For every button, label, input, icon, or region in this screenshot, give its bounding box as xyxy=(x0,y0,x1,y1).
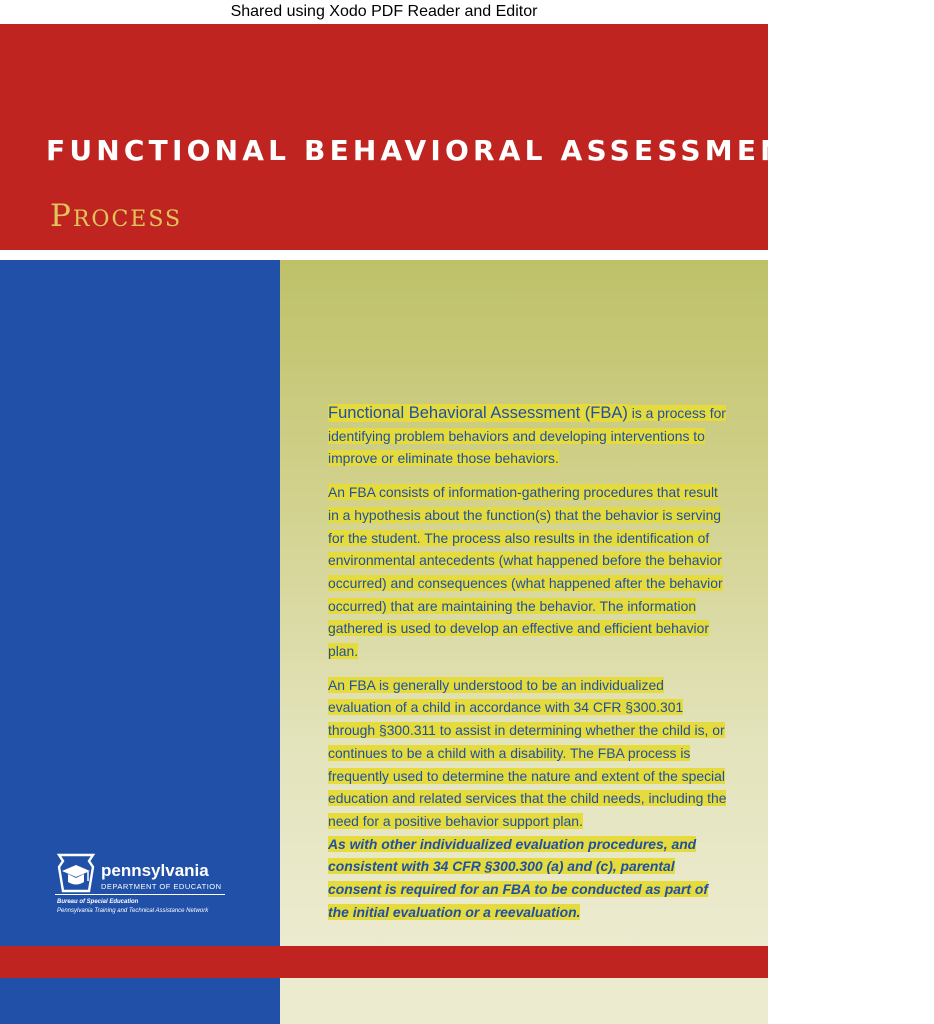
logo-bureau: Bureau of Special Education xyxy=(57,899,139,905)
bottom-blue-block xyxy=(0,978,280,1024)
keystone-mortarboard-icon xyxy=(55,853,97,893)
logo-network: Pennsylvania Training and Technical Assistance Network xyxy=(57,908,209,914)
evaluation-text: An FBA is generally understood to be an individualized evaluation of a child in accordance with 34 CFR §300.301 through §300.311 to assist in determining whether the child is, or continues to be a child with a disability. The FBA process is frequently used to determine the nature and extent of the special education and related services that the child needs, including the need for a positive behavior support plan. xyxy=(328,676,727,829)
pa-education-logo xyxy=(55,853,255,923)
document-subtitle: Process xyxy=(50,198,183,234)
consists-text: An FBA consists of information-gathering procedures that result in a hypothesis about the function(s) that the behavior is serving for the student. The process also results in the identification of environmental antecedents (what happened before the behavior occurred) and consequences (what happened after the behavior occurred) that are maintaining the behavior. The information gathered is used to develop an effective and efficient behavior plan. xyxy=(328,484,723,660)
document-title: FUNCTIONAL BEHAVIORAL ASSESSMENT (FBA) xyxy=(46,134,934,167)
bottom-cream-block xyxy=(280,978,768,1024)
consent-text: As with other individualized evaluation procedures, and consistent with 34 CFR §300.300 (a) and (c), parental consent is required for an FBA to be conducted as part of the initial evaluation or a reevaluation. xyxy=(328,835,708,920)
paragraph-intro xyxy=(328,402,728,470)
divider xyxy=(0,250,768,260)
logo-divider xyxy=(55,894,225,895)
paragraph-evaluation xyxy=(328,674,728,924)
intro-lead: Functional Behavioral Assessment (FBA) xyxy=(328,404,628,422)
body-text xyxy=(328,402,728,934)
paragraph-consists xyxy=(328,481,728,663)
logo-name: pennsylvania xyxy=(101,861,209,880)
title-banner xyxy=(0,24,934,250)
shared-note: Shared using Xodo PDF Reader and Editor xyxy=(0,0,768,24)
bottom-red-strip xyxy=(0,946,768,978)
intro-text: is a process for identifying problem behaviors and developing interventions to improve or eliminate those behaviors. xyxy=(328,405,726,467)
logo-department: DEPARTMENT OF EDUCATION xyxy=(101,882,222,891)
